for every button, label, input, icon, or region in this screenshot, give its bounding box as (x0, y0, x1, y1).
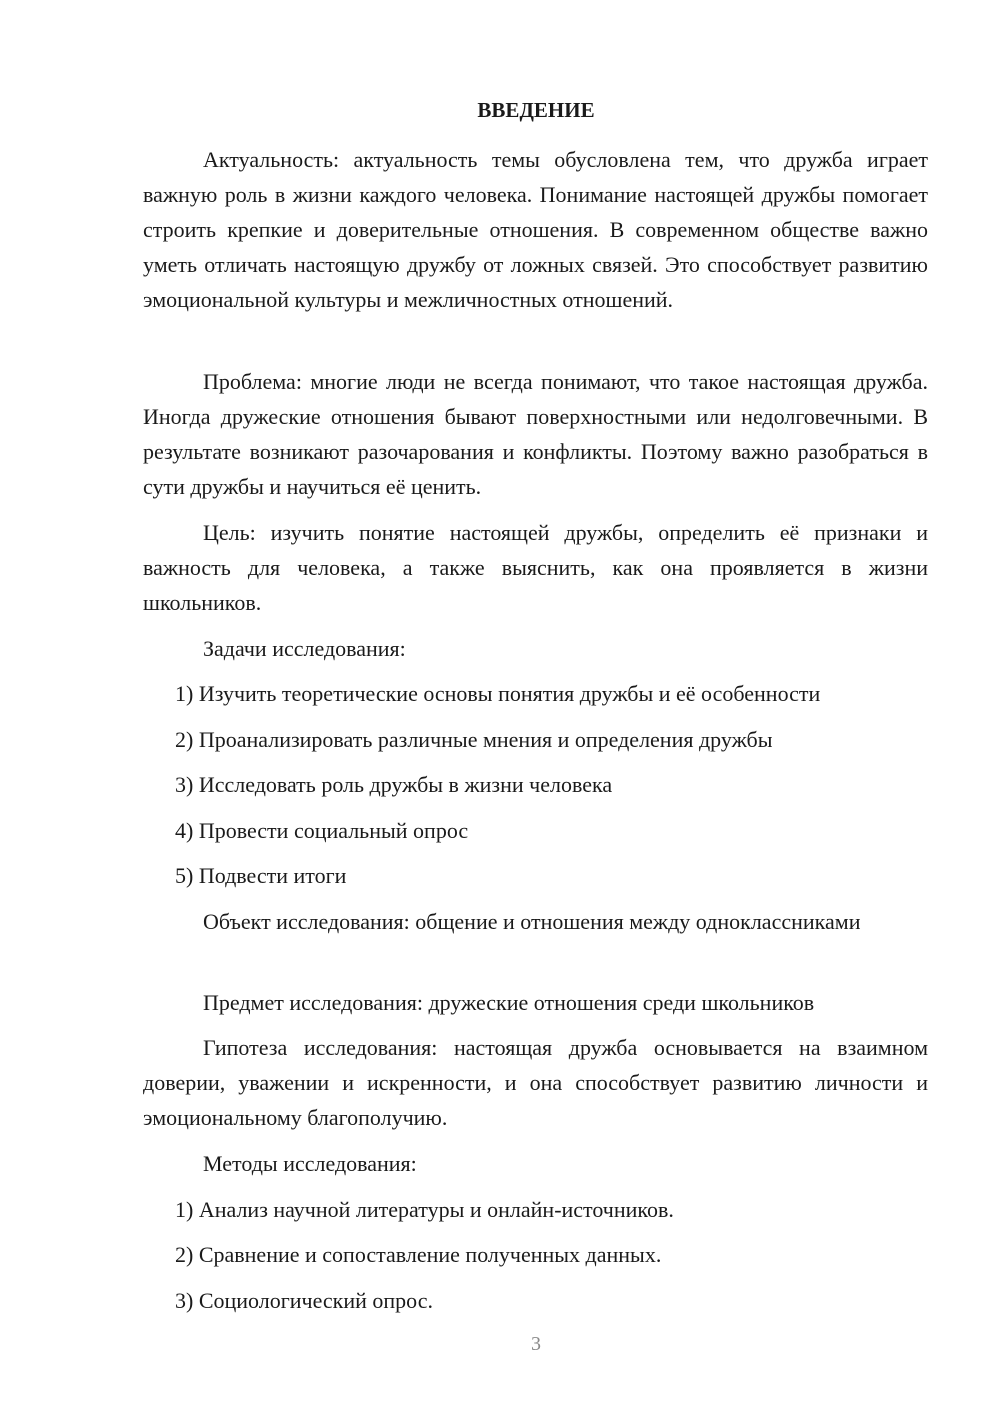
tasks-heading: Задачи исследования: (203, 636, 406, 661)
method-item-3: 3) Социологический опрос. (175, 1288, 433, 1313)
paragraph-subject: Предмет исследования: дружеские отношения среди школьников (203, 990, 815, 1015)
paragraph-relevance: Актуальность: актуальность темы обусловлена тем, что дружба играет важную роль в жизни каждого человека. Понимание настоящей дружбы помогает строить крепкие и доверительные отношения. В современном обществе важно уметь отличать настоящую дружбу от ложных связей. Это способствует развитию эмоциональной культуры и межличностных отношений. (143, 147, 928, 312)
page-title: ВВЕДЕНИЕ (477, 98, 595, 122)
paragraph-problem: Проблема: многие люди не всегда понимают, что такое настоящая дружба. Иногда дружеские отношения бывают поверхностными или недолговечными. В результате возникают разочарования и конфликты. Поэтому важно разобраться в сути дружбы и научиться её ценить. (143, 369, 928, 499)
paragraph-object: Объект исследования: общение и отношения между одноклассниками (203, 909, 861, 934)
method-item-2: 2) Сравнение и сопоставление полученных данных. (175, 1242, 662, 1267)
task-item-1: 1) Изучить теоретические основы понятия дружбы и её особенности (175, 681, 821, 706)
task-item-4: 4) Провести социальный опрос (175, 818, 469, 843)
method-item-1: 1) Анализ научной литературы и онлайн-источников. (175, 1197, 674, 1222)
task-item-5: 5) Подвести итоги (175, 863, 347, 888)
paragraph-hypothesis: Гипотеза исследования: настоящая дружба основывается на взаимном доверии, уважении и искренности, и она способствует развитию личности и эмоциональному благополучию. (143, 1035, 928, 1130)
task-item-2: 2) Проанализировать различные мнения и определения дружбы (175, 727, 773, 752)
task-item-3: 3) Исследовать роль дружбы в жизни человека (175, 772, 613, 797)
page-number: 3 (531, 1333, 541, 1355)
paragraph-goal: Цель: изучить понятие настоящей дружбы, определить её признаки и важность для человека, а также выяснить, как она проявляется в жизни школьников. (143, 520, 928, 615)
methods-heading: Методы исследования: (203, 1151, 417, 1176)
